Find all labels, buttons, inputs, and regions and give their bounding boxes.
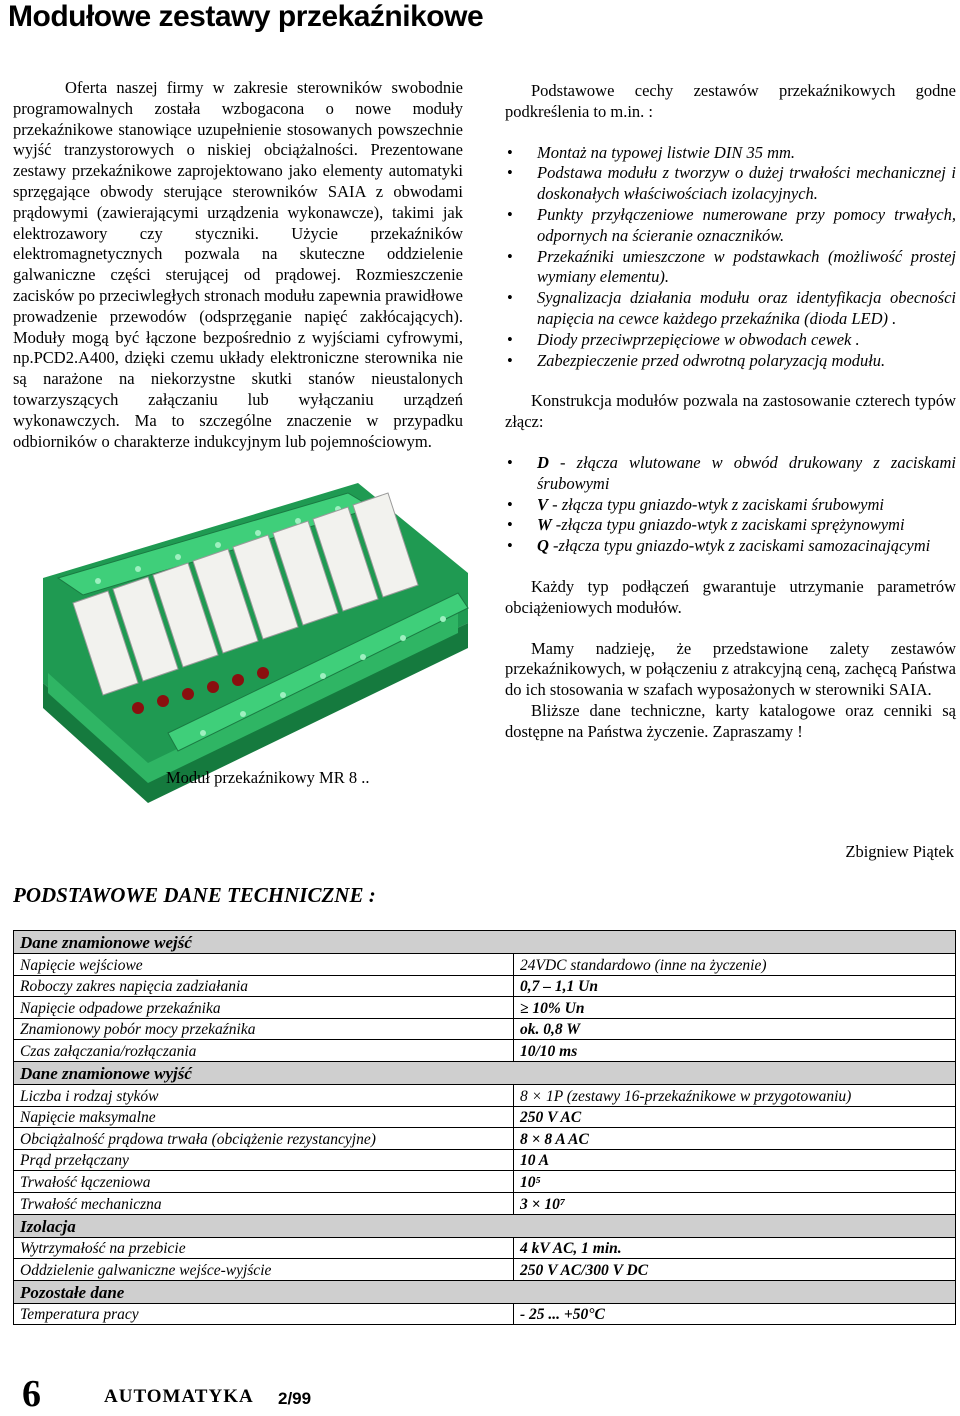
- features-article: [505, 81, 956, 743]
- table-row: Obciążalność prądowa trwała (obciążenie rezystancyjne) 8 × 8 A AC: [14, 1128, 956, 1150]
- table-group-header: Pozostałe dane: [14, 1280, 956, 1303]
- guarantee-paragraph: Każdy typ podłączeń gwarantuje utrzymanie parametrów obciążeniowych modułów.: [505, 576, 956, 617]
- intro-article: [13, 78, 463, 452]
- table-row: Oddzielenie galwaniczne wejśce-wyjście 250 V AC/300 V DC: [14, 1259, 956, 1281]
- list-item: • Diody przeciwprzepięciowe w obwodach cewek .: [505, 330, 956, 351]
- author-signature: Zbigniew Piątek: [845, 842, 954, 861]
- list-item: • Sygnalizacja działania modułu oraz identyfikacja obecności napięcia na cewce każdego przekaźnika (dioda LED) .: [505, 288, 956, 330]
- features-intro: Podstawowe cechy zestawów przekaźnikowych godne podkreślenia to m.in. :: [505, 81, 956, 121]
- table-row: Znamionowy pobór mocy przekaźnika ok. 0,8 W: [14, 1018, 956, 1040]
- table-row: Napięcie wejściowe 24VDC standardowo (inne na życzenie): [14, 954, 956, 976]
- closing-paragraph: Mamy nadzieję, że przedstawione zalety zestawów przekaźnikowych, w połączeniu z atrakcyjną ceną, zachęcą Państwa do ich stosowania w szafach wyposażonych w sterowniki SAIA.: [505, 638, 956, 700]
- table-row: Napięcie maksymalne 250 V AC: [14, 1106, 956, 1128]
- page-number: 6: [22, 1373, 41, 1415]
- photo-caption: Moduł przekaźnikowy MR 8 ..: [166, 768, 370, 787]
- table-row: Prąd przełączany 10 A: [14, 1149, 956, 1171]
- list-item: • Przekaźniki umieszczone w podstawkach (możliwość prostej wymiany elementu).: [505, 247, 956, 289]
- list-item: • D - złącza wlutowane w obwód drukowany z zaciskami śrubowymi: [505, 453, 956, 495]
- closing-paragraph-2: Bliższe dane techniczne, karty katalogowe oraz cenniki są dostępne na Państwa życzenie. Zapraszamy !: [505, 700, 956, 741]
- page-title: Modułowe zestawy przekaźnikowe: [8, 0, 484, 33]
- table-group-header: Dane znamionowe wejść: [14, 931, 956, 954]
- tech-data-table: [13, 930, 956, 1325]
- features-list: [505, 143, 956, 372]
- list-item: • Podstawa modułu z tworzyw o dużej trwałości mechanicznej i doskonałych właściwościach izolacyjnych.: [505, 163, 956, 205]
- table-row: Czas załączania/rozłączania 10/10 ms: [14, 1040, 956, 1062]
- list-item: • V - złącza typu gniazdo-wtyk z zaciskami śrubowymi: [505, 495, 956, 516]
- table-row: Trwałość mechaniczna 3 × 10⁷: [14, 1192, 956, 1214]
- issue-number: 2/99: [278, 1389, 312, 1408]
- list-item: • W -złącza typu gniazdo-wtyk z zaciskami sprężynowymi: [505, 515, 956, 536]
- connectors-list: [505, 453, 956, 557]
- list-item: • Punkty przyłączeniowe numerowane przy pomocy trwałych, odpornych na ścieranie oznaczników.: [505, 205, 956, 247]
- table-row: Napięcie odpadowe przekaźnika ≥ 10% Un: [14, 997, 956, 1019]
- table-row: Wytrzymałość na przebicie 4 kV AC, 1 min.: [14, 1237, 956, 1259]
- list-item: • Montaż na typowej listwie DIN 35 mm.: [505, 143, 956, 164]
- table-row: Temperatura pracy - 25 ... +50°C: [14, 1303, 956, 1325]
- connectors-intro: Konstrukcja modułów pozwala na zastosowanie czterech typów złącz:: [505, 391, 956, 432]
- list-item: • Q -złącza typu gniazdo-wtyk z zaciskami samozacinającymi: [505, 536, 956, 557]
- table-group-header: Izolacja: [14, 1214, 956, 1237]
- table-row: Trwałość łączeniowa 10⁵: [14, 1171, 956, 1193]
- magazine-name: AUTOMATYKA: [104, 1386, 254, 1407]
- table-row: Roboczy zakres napięcia zadziałania 0,7 – 1,1 Un: [14, 975, 956, 997]
- table-row: Liczba i rodzaj styków 8 × 1P (zestawy 16-przekaźnikowe w przygotowaniu): [14, 1084, 956, 1106]
- table-group-header: Dane znamionowe wyjść: [14, 1061, 956, 1084]
- list-item: • Zabezpieczenie przed odwrotną polaryzacją modułu.: [505, 351, 956, 372]
- tech-data-heading: PODSTAWOWE DANE TECHNICZNE :: [13, 883, 376, 907]
- intro-paragraph: Oferta naszej firmy w zakresie sterowników swobodnie programowalnych została wzbogacona o nowe moduły przekaźnikowe stanowiące uzupełnienie stosowanych powszechnie wyjść tranzystorowych o niskiej obciążalności. Prezentowane zestawy przekaźnikowe zaprojektowano jako elementy automatyki sprzęgające obwody sterujące sterowników SAIA z obwodami prądowymi (zawierającymi urządzenia wykonawcze), takimi jak elektrozawory czy styczniki. Użycie przekaźników elektromagnetycznych pozwala na skuteczne oddzielenie galwaniczne części sterującej od prądowej. Rozmieszczenie zacisków po przeciwległych stronach modułu zapewnia prawidłowe prowadzenie przewodów (odsprzęganie napięć zakłócających). Moduły mogą być łączone bezpośrednio z wyjściami cyfrowymi, np.PCD2.A400, dzięki czemu układy elektroniczne sterownika nie są narażone na niekorzystne skutki stanów nieustalonych towarzyszących załączaniu lub wyłączaniu urządzeń wykonawczych. Ma to szczególne znaczenie w przypadku odbiorników o charakterze indukcyjnym lub pojemnościowym.: [13, 78, 463, 451]
- relay-module-photo: [28, 483, 478, 813]
